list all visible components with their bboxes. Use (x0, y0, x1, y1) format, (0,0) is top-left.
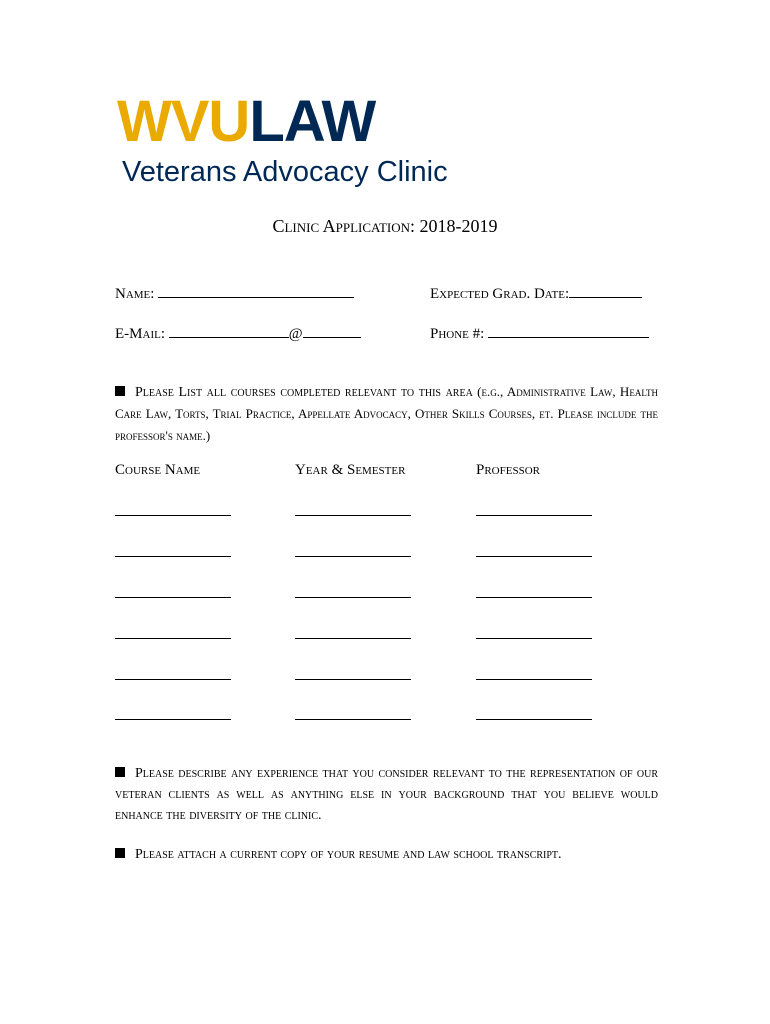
professor-blank[interactable] (476, 638, 592, 639)
name-label: Name: (115, 286, 155, 302)
phone-label: Phone #: (430, 326, 485, 342)
bullet-icon (115, 767, 125, 777)
grad-date-field (430, 283, 642, 303)
year-semester-blank[interactable] (295, 679, 411, 680)
name-field (115, 283, 354, 303)
email-user-line[interactable] (169, 323, 289, 338)
column-professor: Professor (476, 462, 540, 478)
year-semester-blank[interactable] (295, 515, 411, 516)
bullet-icon (115, 848, 125, 858)
course-name-blank[interactable] (115, 597, 231, 598)
email-at: @ (288, 326, 303, 342)
course-name-blank[interactable] (115, 638, 231, 639)
course-name-blank[interactable] (115, 515, 231, 516)
logo-wvu: WVU (117, 89, 250, 154)
logo-law: LAW (249, 89, 376, 154)
bullet-icon (115, 386, 125, 396)
email-domain-line[interactable] (303, 323, 361, 338)
attach-instruction-text: Please attach a current copy of your resume and law school transcript. (135, 847, 562, 862)
year-semester-blank[interactable] (295, 597, 411, 598)
professor-blank[interactable] (476, 515, 592, 516)
page-title: Clinic Application: 2018-2019 (272, 216, 498, 236)
name-input-line[interactable] (158, 283, 354, 298)
email-field (115, 323, 361, 343)
courses-instruction (115, 381, 658, 447)
courses-instruction-rest: (e.g., Administrative Law, Health Care Law, Torts, Trial Practice, Appellate Advocacy, Other Skills Courses, et. Please include the professor's name.) (115, 384, 658, 443)
course-name-blank[interactable] (115, 556, 231, 557)
courses-instruction-bold: Please List all courses completed relevant to this area (135, 385, 473, 400)
grad-date-label: Expected Grad. Date: (430, 286, 570, 302)
year-semester-blank[interactable] (295, 638, 411, 639)
professor-blank[interactable] (476, 719, 592, 720)
year-semester-blank[interactable] (295, 556, 411, 557)
year-semester-blank[interactable] (295, 719, 411, 720)
course-name-blank[interactable] (115, 719, 231, 720)
professor-blank[interactable] (476, 679, 592, 680)
experience-instruction-text: Please describe any experience that you consider relevant to the representation of our veteran clients as well as anything else in your background that you believe would enhance the diversity of the clinic. (115, 766, 658, 823)
logo-wordmark (117, 89, 376, 154)
email-label: E-Mail: (115, 326, 165, 342)
grad-date-input-line[interactable] (569, 283, 642, 298)
logo-subtitle: Veterans Advocacy Clinic (122, 156, 448, 188)
professor-blank[interactable] (476, 556, 592, 557)
phone-field (430, 323, 649, 343)
column-course-name: Course Name (115, 462, 201, 478)
course-name-blank[interactable] (115, 679, 231, 680)
phone-input-line[interactable] (488, 323, 649, 338)
column-year-semester: Year & Semester (295, 462, 406, 478)
experience-instruction (115, 763, 658, 826)
attach-instruction (115, 844, 658, 865)
professor-blank[interactable] (476, 597, 592, 598)
